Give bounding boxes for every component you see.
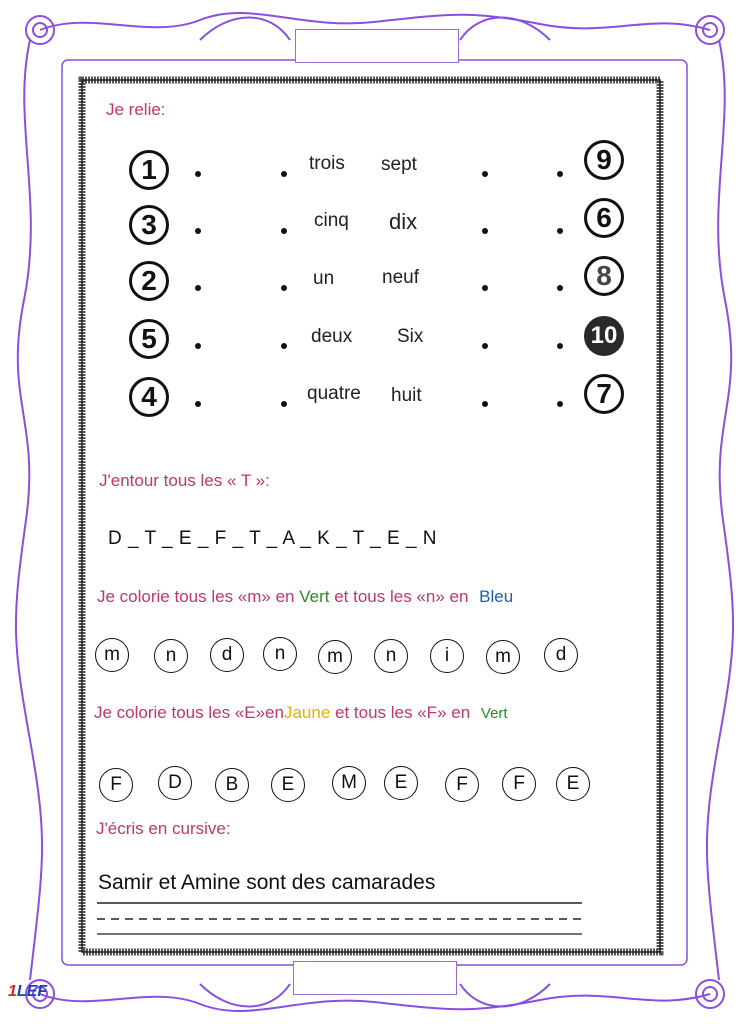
letter-circle[interactable]: m xyxy=(318,640,352,674)
left-number-2: 3 xyxy=(129,205,169,245)
word-blue: Bleu xyxy=(479,587,514,606)
word-green: Vert xyxy=(480,705,508,722)
right-word-2: dix xyxy=(389,209,418,234)
left-number-3: 2 xyxy=(129,261,169,301)
letter-circle[interactable]: E xyxy=(556,767,590,801)
right-number-5: 7 xyxy=(584,374,624,414)
right-word-1: sept xyxy=(381,154,417,175)
dot xyxy=(195,401,201,407)
dot xyxy=(195,343,201,349)
left-word-5: quatre xyxy=(307,383,361,404)
left-number-5: 4 xyxy=(129,377,169,417)
color-ef-heading xyxy=(94,703,508,723)
left-word-2: cinq xyxy=(314,210,349,231)
dot xyxy=(281,228,287,234)
letter-circle[interactable]: n xyxy=(374,639,408,673)
title-box-bottom xyxy=(293,961,457,995)
dot xyxy=(482,401,488,407)
color-mn-text-a: Je colorie tous les «m» en xyxy=(97,587,295,606)
right-word-4: Six xyxy=(397,326,424,347)
dot xyxy=(557,228,563,234)
left-word-4: deux xyxy=(311,326,353,347)
dot xyxy=(195,285,201,291)
letter-circle[interactable]: n xyxy=(154,639,188,673)
letter-circle[interactable]: M xyxy=(332,766,366,800)
dot xyxy=(281,343,287,349)
dot xyxy=(281,285,287,291)
dot xyxy=(482,228,488,234)
dot xyxy=(281,401,287,407)
letter-circle[interactable]: E xyxy=(384,766,418,800)
letter-circle[interactable]: i xyxy=(430,639,464,673)
letter-circle[interactable]: m xyxy=(486,640,520,674)
circle-t-heading: J'entour tous les « T »: xyxy=(99,471,270,490)
dot xyxy=(195,228,201,234)
right-number-4: 10 xyxy=(584,316,624,356)
dot xyxy=(557,171,563,177)
right-word-5: huit xyxy=(391,385,422,406)
word-yellow: Jaune xyxy=(283,703,331,722)
cursive-sentence: Samir et Amine sont des camarades xyxy=(98,871,436,894)
letter-circle[interactable]: n xyxy=(263,637,297,671)
logo-part-1: 1 xyxy=(8,983,17,1000)
color-mn-heading xyxy=(97,587,513,607)
match-heading: Je relie: xyxy=(106,100,166,119)
site-logo xyxy=(8,983,47,1001)
right-number-2: 6 xyxy=(584,198,624,238)
right-number-1: 9 xyxy=(584,140,624,180)
dot xyxy=(557,401,563,407)
color-mn-text-b: et tous les «n» en xyxy=(334,587,469,606)
color-ef-text-a: Je colorie tous les «E»en xyxy=(94,703,284,722)
letter-circle[interactable]: D xyxy=(158,766,192,800)
letter-circle[interactable]: m xyxy=(95,638,129,672)
left-word-3: un xyxy=(313,268,335,289)
dot xyxy=(482,171,488,177)
dot xyxy=(281,171,287,177)
title-box-top xyxy=(295,29,459,63)
letter-circle[interactable]: F xyxy=(502,767,536,801)
left-number-4: 5 xyxy=(129,319,169,359)
letter-circle[interactable]: E xyxy=(271,768,305,802)
letter-circle[interactable]: F xyxy=(445,768,479,802)
left-word-1: trois xyxy=(309,153,345,174)
dot xyxy=(557,285,563,291)
dot xyxy=(557,343,563,349)
letter-sequence: D _ T _ E _ F _ T _ A _ K _ T _ E _ N xyxy=(108,528,438,549)
letter-circle[interactable]: d xyxy=(544,638,578,672)
dot xyxy=(482,343,488,349)
color-ef-text-b: et tous les «F» en xyxy=(335,703,471,722)
right-word-3: neuf xyxy=(382,267,419,288)
dot xyxy=(195,171,201,177)
logo-part-2: LEF xyxy=(16,983,48,1000)
letter-circle[interactable]: F xyxy=(99,768,133,802)
right-number-3: 8 xyxy=(584,256,624,296)
word-green: Vert xyxy=(299,587,330,606)
dot xyxy=(482,285,488,291)
letter-circle[interactable]: d xyxy=(210,638,244,672)
cursive-heading: J'écris en cursive: xyxy=(96,819,231,838)
letter-circle[interactable]: B xyxy=(215,768,249,802)
left-number-1: 1 xyxy=(129,150,169,190)
